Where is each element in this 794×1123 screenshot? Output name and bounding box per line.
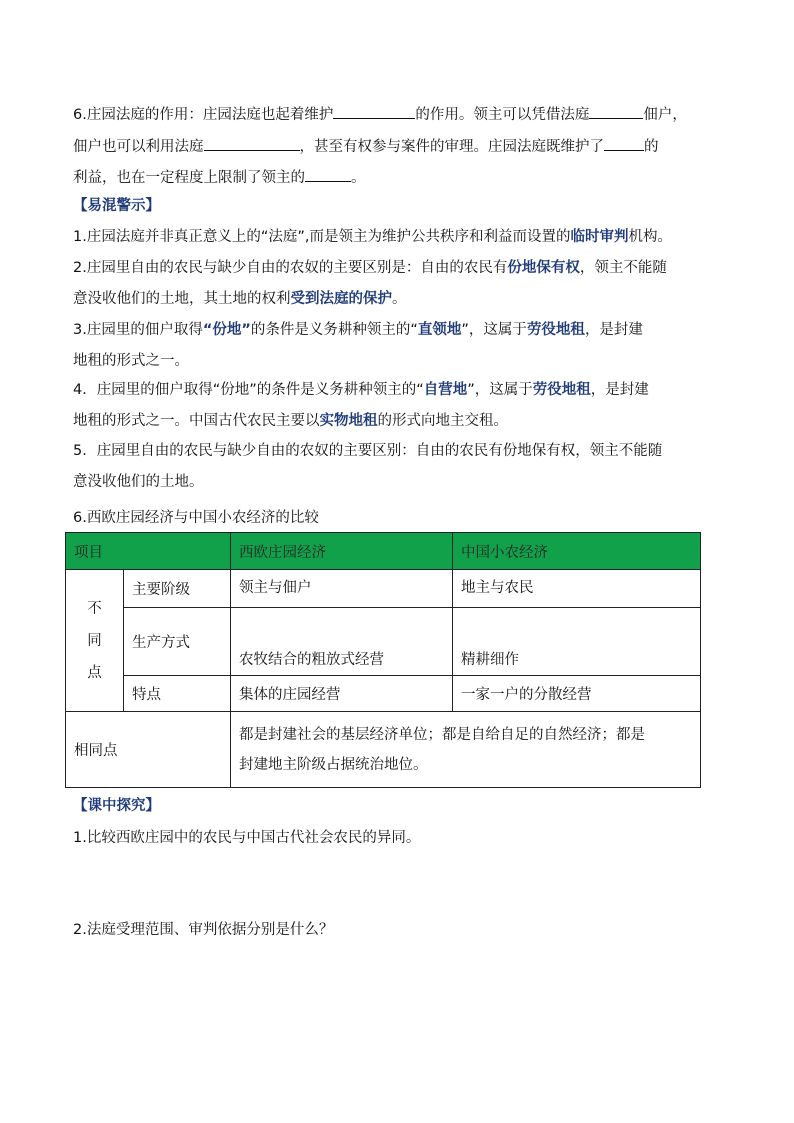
row-item: 生产方式 (124, 608, 231, 676)
warning-item-2-line-1: 2.庄园里自由的农民与缺少自由的农奴的主要区别是：自由的农民有份地保有权，领主不能随 (73, 260, 667, 276)
warning-item-5-line-2: 意没收他们的土地。 (73, 474, 204, 490)
same-content: 都是封建社会的基层经济单位；都是自给自足的自然经济；都是 封建地主阶级占据统治地位。 (231, 712, 701, 788)
explore-question-1: 1.比较西欧庄园中的农民与中国古代社会农民的异同。 (73, 830, 421, 846)
fill-blank[interactable] (305, 165, 351, 182)
warning-item-3-line-2: 地租的形式之一。 (73, 353, 189, 369)
fill-blank[interactable] (333, 102, 415, 119)
q6-line-1: 6.庄园法庭的作用：庄园法庭也起着维护 的作用。领主可以凭借法庭 佃户， (73, 102, 723, 125)
header-item: 项目 (66, 533, 231, 570)
comparison-table (65, 532, 701, 788)
row-china: 地主与农民 (453, 570, 701, 608)
row-item: 特点 (124, 676, 231, 712)
row-item: 主要阶级 (124, 570, 231, 608)
table-row (66, 570, 701, 608)
same-label: 相同点 (66, 712, 231, 788)
table-header-row (66, 533, 701, 570)
warning-heading: 【易混警示】 (73, 198, 160, 214)
row-china: 一家一户的分散经营 (453, 676, 701, 712)
warning-item-3-line-1: 3.庄园里的佃户取得“份地”的条件是义务耕种领主的“直领地”，这属于劳役地租，是封建 (73, 322, 643, 338)
header-china: 中国小农经济 (453, 533, 701, 570)
row-west: 集体的庄园经营 (231, 676, 453, 712)
fill-blank[interactable] (589, 102, 643, 119)
explore-question-2: 2.法庭受理范围、审判依据分别是什么？ (73, 922, 334, 938)
table-row-same (66, 712, 701, 788)
fill-blank[interactable] (204, 134, 300, 151)
table-row (66, 608, 701, 676)
warning-item-4-line-1: 4．庄园里的佃户取得“份地”的条件是义务耕种领主的“自营地”，这属于劳役地租，是封建 (73, 382, 649, 398)
q6-line-3: 利益，也在一定程度上限制了领主的 。 (73, 165, 723, 188)
warning-item-4-line-2: 地租的形式之一。中国古代农民主要以实物地租的形式向地主交租。 (73, 413, 508, 429)
row-china: 精耕细作 (453, 608, 701, 676)
warning-item-1: 1.庄园法庭并非真正意义上的“法庭”,而是领主为维护公共秩序和利益而设置的临时审判机构。 (73, 229, 672, 245)
table-row (66, 676, 701, 712)
warning-item-2-line-2: 意没收他们的土地，其土地的权利受到法庭的保护。 (73, 291, 407, 307)
q6-line-2: 佃户也可以利用法庭 ，甚至有权参与案件的审理。庄园法庭既维护了 的 (73, 134, 723, 157)
warning-item-5-line-1: 5．庄园里自由的农民与缺少自由的农奴的主要区别：自由的农民有份地保有权，领主不能随 (73, 443, 663, 459)
explore-heading: 【课中探究】 (73, 798, 160, 814)
row-west: 领主与佃户 (231, 570, 453, 608)
fill-blank[interactable] (604, 134, 644, 151)
row-west: 农牧结合的粗放式经营 (231, 608, 453, 676)
diff-label: 不 同 点 (66, 570, 124, 712)
header-west: 西欧庄园经济 (231, 533, 453, 570)
table-caption: 6.西欧庄园经济与中国小农经济的比较 (73, 510, 319, 526)
